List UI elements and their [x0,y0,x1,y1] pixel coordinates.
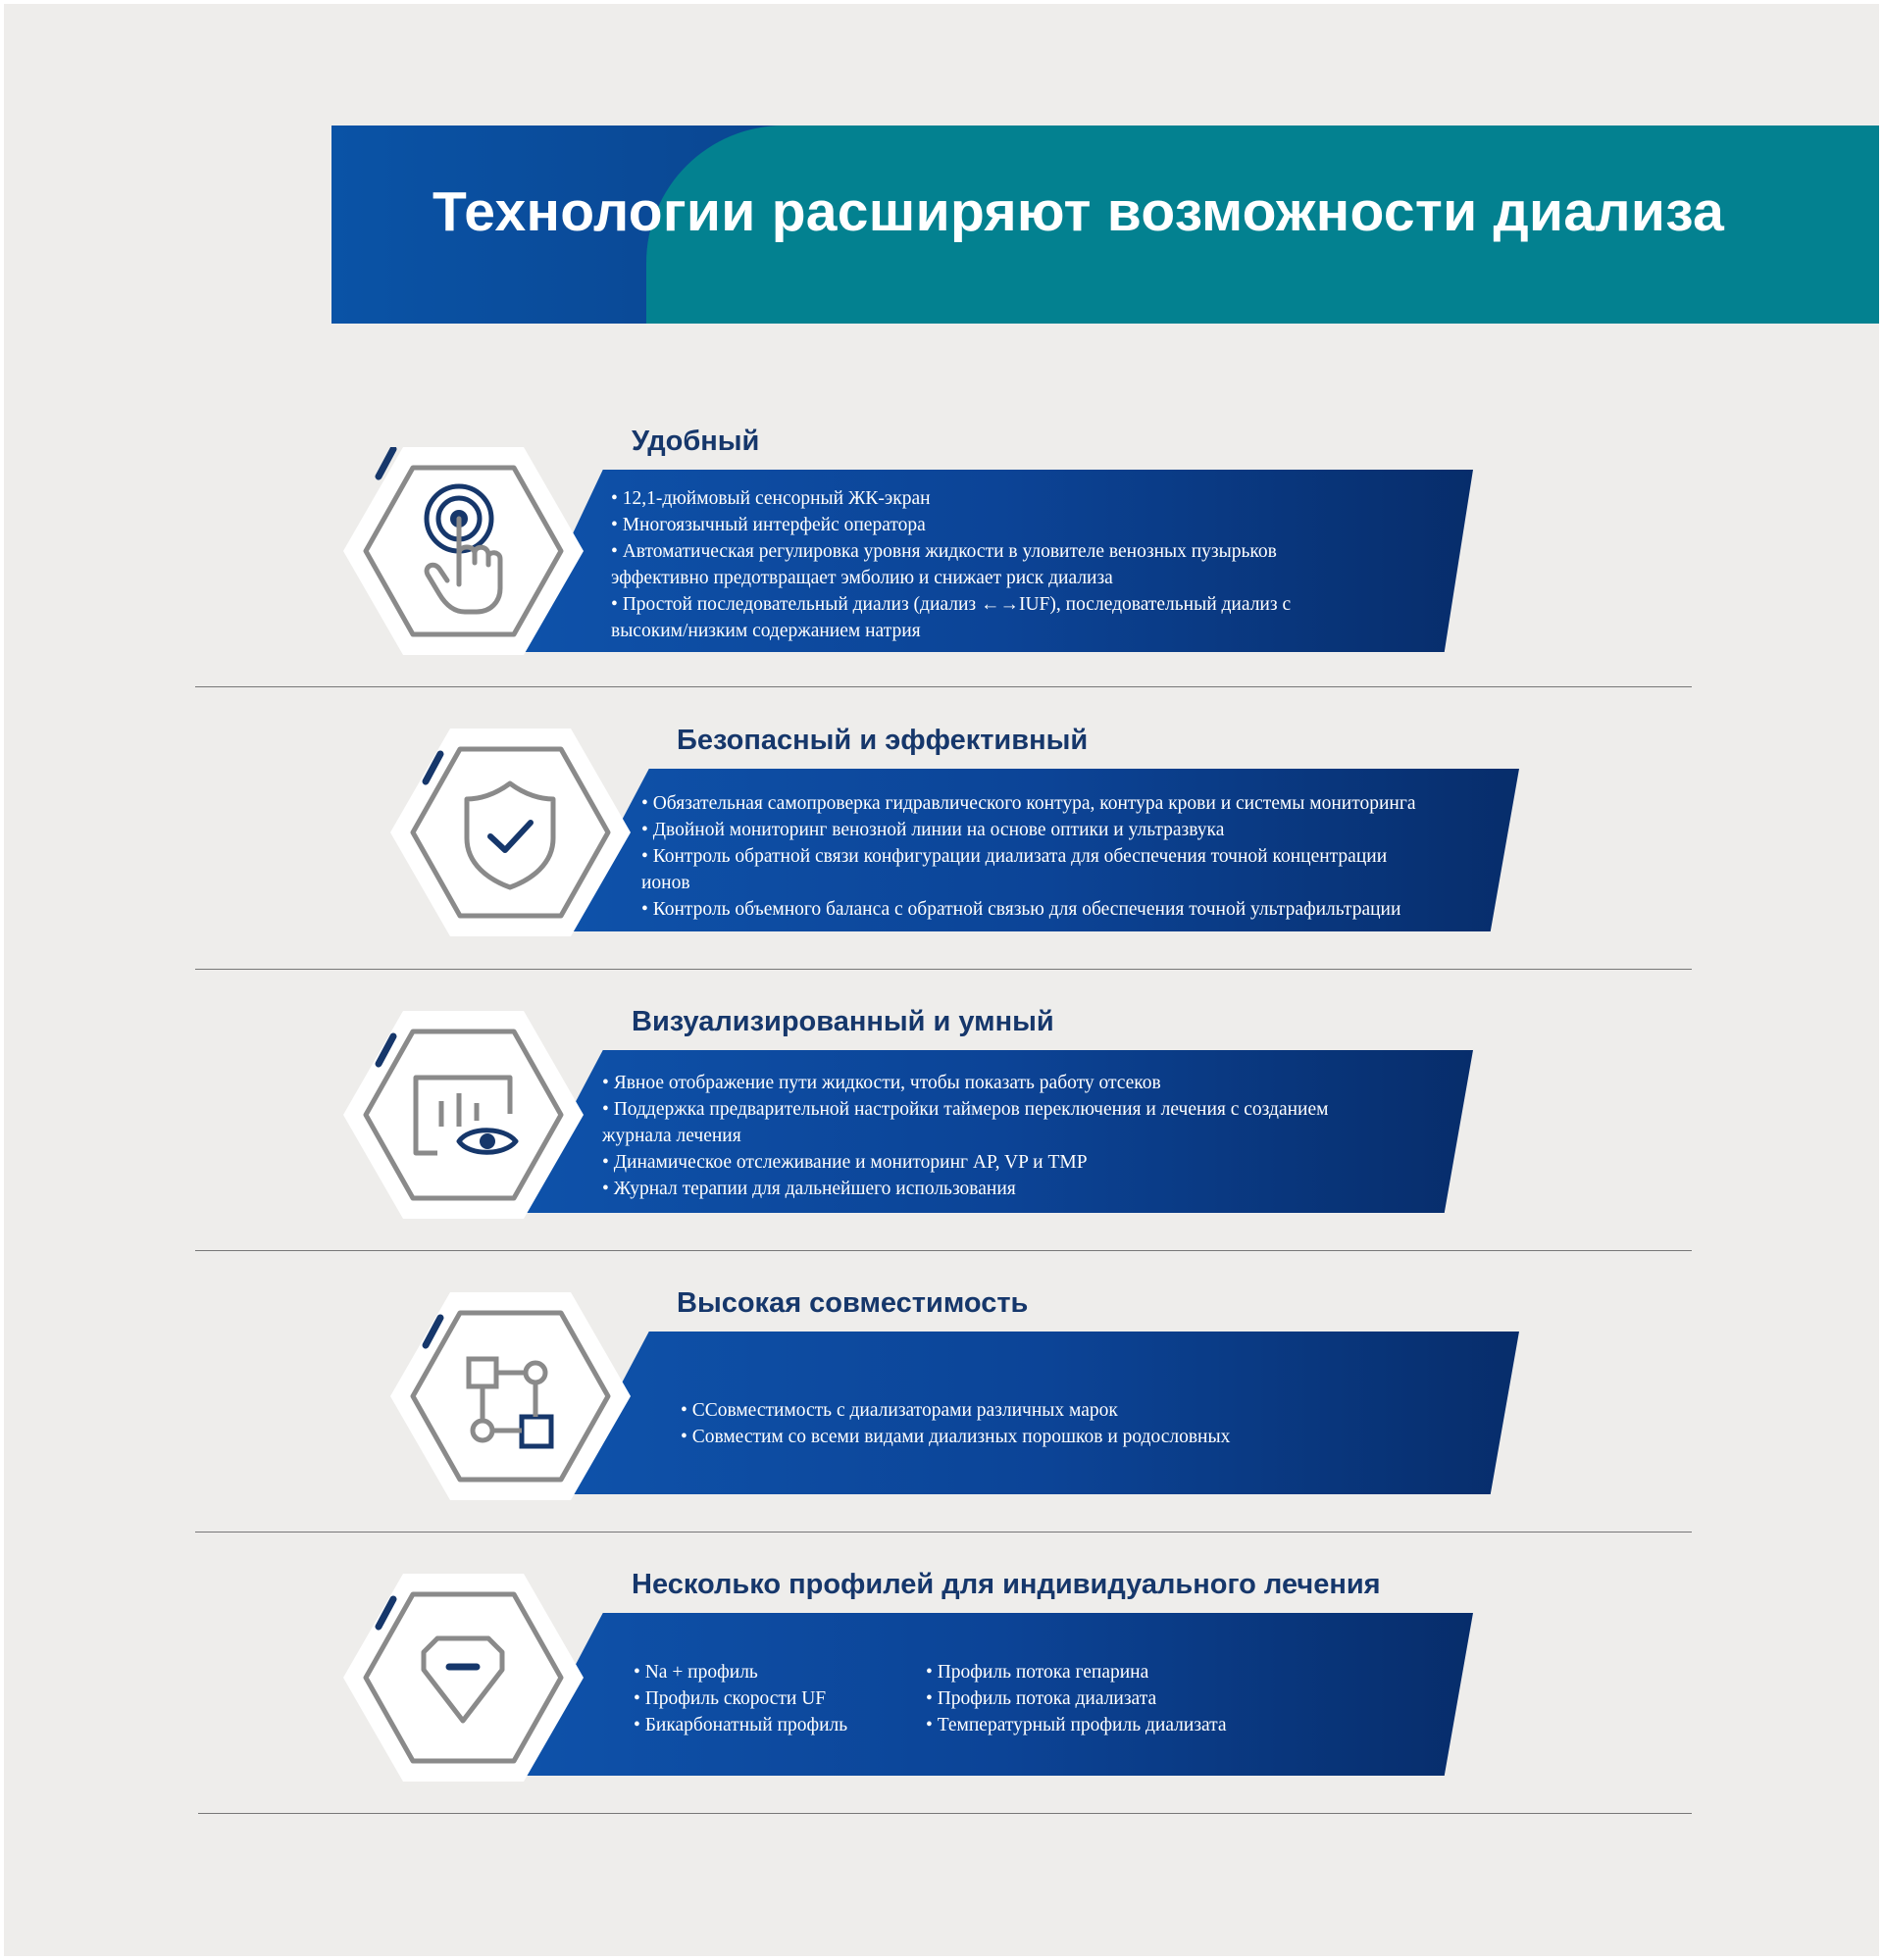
section-title: Несколько профилей для индивидуального лечения [632,1569,1381,1600]
bullet-line: • Профиль потока диализата [926,1688,1157,1709]
section-divider [195,969,1692,970]
bullet-line: • Na + профиль [634,1662,758,1683]
section-title: Удобный [632,426,760,457]
bullet-line: • Журнал терапии для дальнейшего использования [602,1179,1016,1199]
bullet-line: • Бикарбонатный профиль [634,1715,848,1735]
bullet-line: • Автоматическая регулировка уровня жидкости в уловителе венозных пузырьков [611,541,1277,562]
feature-section-compatibility [4,1287,1879,1568]
bullet-line: • ССовместимость с диализаторами различных марок [681,1400,1118,1421]
feature-hexagon [343,447,584,655]
feature-bullets [602,1070,1328,1202]
bullet-line: • Простой последовательный диализ (диализ ←→IUF), последовательный диализ с [611,594,1292,615]
feature-bullets [641,790,1416,923]
bullet-line: • Профиль потока гепарина [926,1662,1149,1683]
bullet-line: эффективно предотвращает эмболию и снижает риск диализа [611,568,1113,588]
header-banner [331,126,1879,324]
bullet-line: • Динамическое отслеживание и мониторинг AP, VP и TMP [602,1152,1088,1173]
feature-hexagon [390,1292,631,1500]
page [4,4,1879,1956]
feature-bullets [634,1659,1320,1747]
feature-section-convenient [4,426,1879,706]
bullet-line: • 12,1-дюймовый сенсорный ЖК-экран [611,488,931,509]
section-divider [195,686,1692,687]
section-title: Визуализированный и умный [632,1006,1054,1037]
section-divider [195,1532,1692,1533]
feature-bullets [611,485,1291,644]
bullet-line: высоким/низким содержанием натрия [611,621,921,641]
profile-column-left [634,1659,847,1738]
bullet-line: • Явное отображение пути жидкости, чтобы показать работу отсеков [602,1073,1161,1093]
feature-hexagon [343,1574,584,1782]
section-divider [195,1250,1692,1251]
bullet-line: • Контроль объемного баланса с обратной связью для обеспечения точной ультрафильтрации [641,899,1401,920]
section-divider [198,1813,1692,1814]
bullet-line: • Двойной мониторинг венозной линии на основе оптики и ультразвука [641,820,1225,840]
feature-hexagon [390,729,631,936]
feature-section-profiles [4,1569,1879,1849]
feature-section-safe [4,725,1879,1005]
page-title: Технологии расширяют возможности диализа [433,180,1725,243]
bullet-line: • Совместим со всеми видами диализных порошков и родословных [681,1427,1231,1447]
profile-column-right [926,1659,1227,1738]
section-title: Безопасный и эффективный [677,725,1089,756]
bullet-line: • Поддержка предварительной настройки таймеров переключения и лечения с созданием [602,1099,1329,1120]
feature-hexagon [343,1011,584,1219]
bullet-line: • Многоязычный интерфейс оператора [611,515,926,535]
bullet-line: ионов [641,873,690,893]
section-title: Высокая совместимость [677,1287,1029,1319]
feature-section-smart [4,1006,1879,1286]
feature-bullets [681,1397,1230,1450]
bullet-line: • Контроль обратной связи конфигурации диализата для обеспечения точной концентрации [641,846,1388,867]
bullet-line: • Профиль скорости UF [634,1688,827,1709]
bullet-line: • Температурный профиль диализата [926,1715,1227,1735]
bullet-line: • Обязательная самопроверка гидравлического контура, контура крови и системы мониторинга [641,793,1416,814]
bullet-line: журнала лечения [602,1126,741,1146]
